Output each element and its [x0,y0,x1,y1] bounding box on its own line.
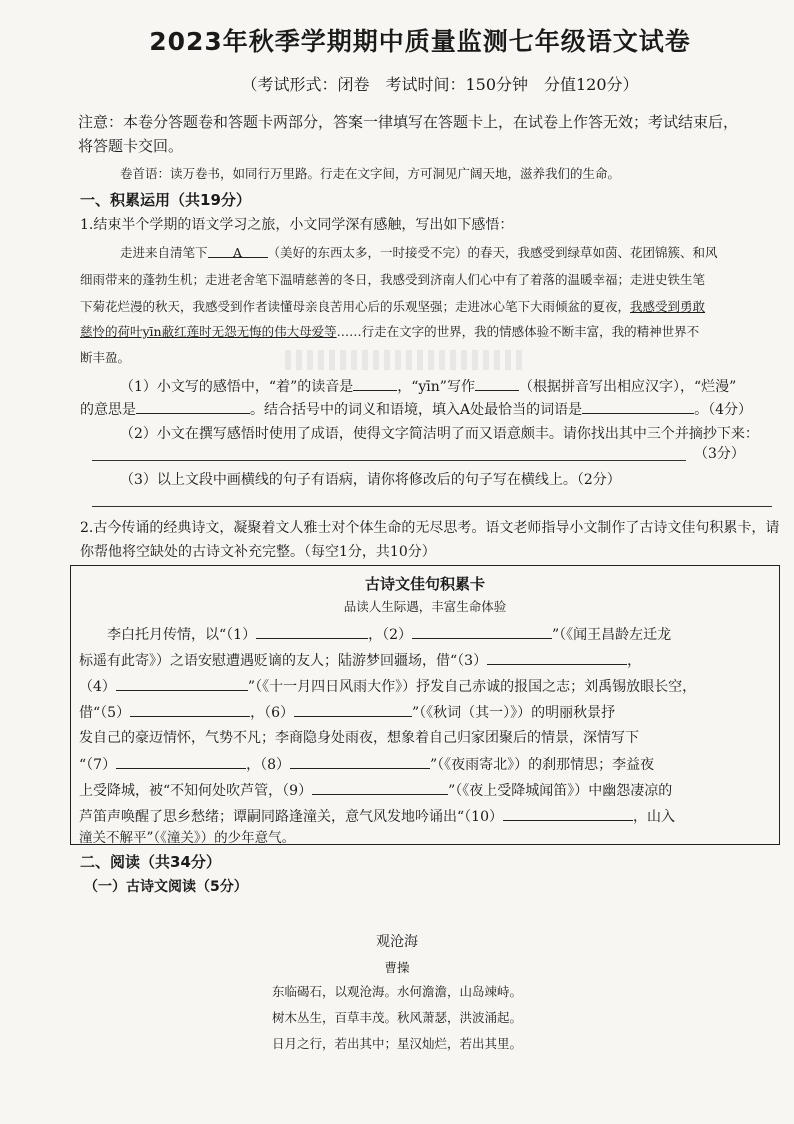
sub-q-text: ，“yīn”写作 [397,379,475,395]
passage-text: （美好的东西太多，一时接受不完）的春天，我感受到绿草如茵、花团锦簇、和风 [267,245,718,260]
card-line-7 [79,780,672,801]
sub-question-3: （3）以上文段中画横线的句子有语病，请你将修改后的句子写在横线上。（2分） [120,472,621,488]
answer-blank[interactable] [503,806,633,821]
scan-smudge [285,350,525,370]
poem-line: 东临碣石，以观沧海。水何澹澹，山岛竦峙。 [271,984,522,999]
card-text: ，（2） [368,627,412,643]
card-text: ”（《闻王昌龄左迁龙 [552,627,672,643]
card-text: 标遥有此寄》）之语安慰遭遇贬谪的友人；陆游梦回疆场，借“（3） [79,653,488,669]
card-line-9: 潼关不解平”（《潼关》）的少年意气。 [79,830,296,846]
card-title: 古诗文佳句积累卡 [364,575,485,593]
exam-subtitle: （考试形式：闭卷 考试时间：150分钟 分值120分） [241,75,639,94]
answer-blank[interactable] [582,399,694,414]
sub-question-2: （2）小文在撰写感悟时使用了成语，使得文字简洁明了而又语意颇丰。请你找出其中三个并摘抄下来： [120,426,759,442]
poem-line: 树木丛生，百草丰茂。秋风萧瑟，洪波涌起。 [271,1010,522,1025]
passage-line-2: 细雨带来的蓬勃生机；走进老舍笔下温晴慈善的冬日，我感受到济南人们心中有了着落的温暖幸福；走进史铁生笔 [80,272,706,287]
section1-heading: 一、积累运用（共19分） [80,191,251,209]
sub-q-text: 的意思是 [80,402,136,418]
section2-heading: 二、阅读（共34分） [80,853,221,871]
exam-title: 2023年秋季学期期中质量监测七年级语文试卷 [149,27,691,56]
card-text: ，山入 [632,809,675,825]
sub-question-1-line-2 [80,399,752,420]
answer-line[interactable] [92,506,772,507]
card-line-3 [79,676,696,697]
card-subtitle: 品读人生际遇，丰富生命体验 [343,599,507,614]
motto: 卷首语：读万卷书，如同行万里路。行走在文字间，方可洞见广阔天地，滋养我们的生命。 [120,166,621,181]
underlined-sentence: 慈怜的荷叶yīn蔽红莲时无怨无悔的伟大母爱等 [80,324,337,339]
answer-blank[interactable] [412,624,552,639]
answer-blank[interactable] [475,376,519,391]
card-text: ”（《夜上受降城闻笛》）中幽怨凄凉的 [448,783,673,799]
card-line-6 [79,754,654,775]
section2-sub-heading: （一）古诗文阅读（5分） [84,879,248,895]
card-line-8 [79,806,675,827]
answer-blank[interactable] [136,399,250,414]
card-text: “（7） [79,757,117,773]
sub-question-1-line-1 [120,376,736,397]
answer-line[interactable] [92,460,686,461]
answer-blank[interactable] [130,702,250,717]
card-text: 芦笛声唤醒了思乡愁绪；谭嗣同路逢潼关，意气风发地吟诵出“（10） [79,809,503,825]
answer-blank[interactable] [116,676,248,691]
passage-text: 走进来自清笔下 [120,245,208,260]
passage-text: ……行走在文字的世界，我的情感体验不断丰富，我的精神世界不 [336,324,700,339]
card-text: 上受降城，被“不知何处吹芦管，（9） [79,783,313,799]
passage-text: 下菊花烂漫的秋天，我感受到作者读懂母亲良苦用心后的乐观坚强；走进冰心笔下大雨倾盆的夏夜， [80,299,631,314]
card-text: 借“（5） [79,705,131,721]
card-line-5: 发自己的豪迈情怀，气势不凡；李商隐身处雨夜，想象着自己归家团聚后的情景，深情写下 [79,730,639,746]
notice-line-2: 将答题卡交回。 [78,137,184,155]
poem-card [70,565,780,845]
answer-blank[interactable] [487,650,627,665]
answer-blank[interactable] [116,754,246,769]
poem-author: 曹操 [384,960,410,975]
q1-intro: 1.结束半个学期的语文学习之旅，小文同学深有感触，写出如下感悟： [80,217,514,233]
passage-line-3 [80,297,705,317]
card-text: ”（《夜雨寄北》）的刹那情思；李益夜 [430,757,655,773]
card-text: 李白托月传情，以“（1） [107,627,257,643]
answer-blank[interactable] [353,376,397,391]
sub-q-text: （1）小文写的感悟中，“着”的读音是 [120,379,354,395]
notice-line-1: 注意：本卷分答题卷和答题卡两部分，答案一律填写在答题卡上，在试卷上作答无效；考试结束后， [78,113,739,131]
q2-line-2: 你帮他将空缺处的古诗文补充完整。（每空1分，共10分） [80,544,436,560]
blank-a[interactable]: A [208,243,268,258]
sub-q-text: （根据拼音写出相应汉字），“烂漫” [518,379,737,395]
poem-title: 观沧海 [376,934,418,950]
card-line-2 [79,650,641,671]
passage-line-5: 断丰盈。 [80,350,131,365]
card-text: ，（6） [250,705,294,721]
card-text: ， [627,653,642,669]
card-text: （4） [79,679,116,695]
sub-q-text: 。（4分） [694,402,753,418]
sub-q-text: 。结合括号中的词义和语境，填入A处最恰当的词语是 [250,402,583,418]
passage-line-4 [80,322,699,342]
poem-line: 日月之行，若出其中；星汉灿烂，若出其里。 [271,1036,522,1051]
card-text: ”（《十一月四日风雨大作》）抒发自己赤诚的报国之志；刘禹锡放眼长空， [247,679,697,695]
answer-blank[interactable] [312,780,448,795]
q2-line-1: 2.古今传诵的经典诗文，凝聚着文人雅士对个体生命的无尽思考。语文老师指导小文制作了古诗文佳句积累卡，请 [80,520,780,536]
card-line-4 [79,702,615,723]
answer-blank[interactable] [294,702,412,717]
card-line-1 [107,624,671,645]
card-text: ，（8） [246,757,290,773]
card-text: ”（《秋词（其一）》）的明丽秋景抒 [412,705,616,721]
passage-line-1 [120,243,718,263]
underlined-sentence: 我感受到勇敢 [630,299,706,314]
answer-blank[interactable] [290,754,430,769]
sub-question-2-points: （3分） [694,446,745,462]
answer-blank[interactable] [256,624,368,639]
